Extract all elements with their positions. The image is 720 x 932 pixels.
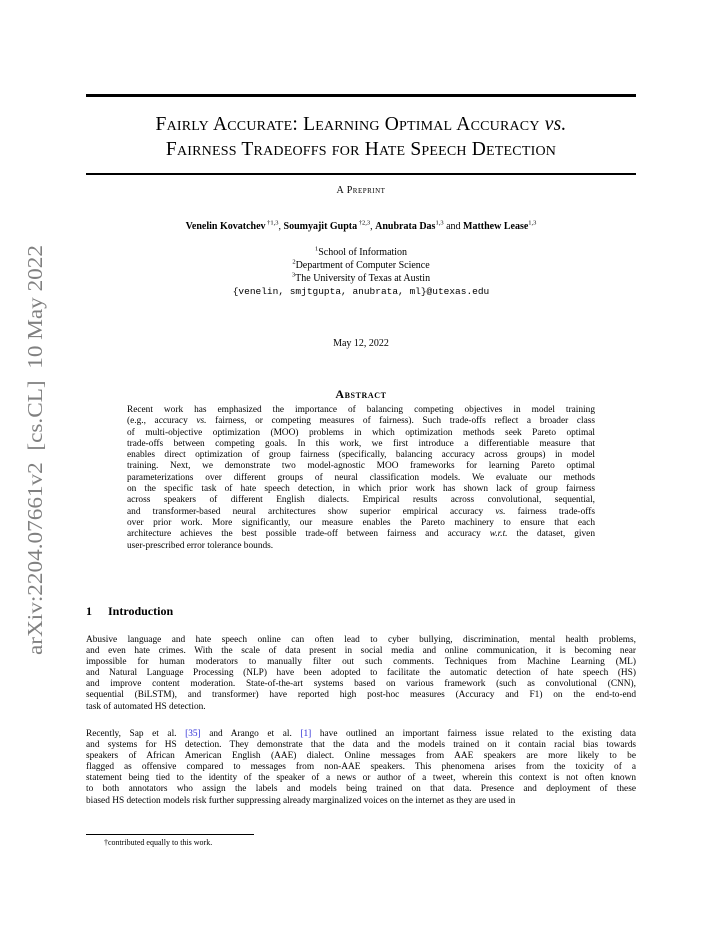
affiliation-1: [86, 246, 636, 259]
paragraph-line: statement being tied to the identity of the speaker of a news or author of a tweet, wherein this context is not often known: [86, 773, 636, 784]
paragraph-line: and Natural Language Processing (NLP) have been adopted to facilitate the automatic detection of hate speech (HS): [86, 668, 636, 679]
arxiv-stamp-text: arXiv:2204.07661v2 [cs.CL] 10 May 2022: [23, 284, 47, 655]
affiliation-mark: 2: [292, 258, 296, 266]
abstract-body: [127, 405, 595, 552]
paragraph-line: of multi-objective optimization (MOO) problems in which optimization methods seek Pareto optimal: [127, 427, 595, 438]
citation-link[interactable]: [1]: [300, 729, 312, 739]
paragraph-line: impossible for human moderators to manually filter out such comments. Techniques from Machine Learning (ML): [86, 657, 636, 668]
paragraph-line: architecture achieves the best possible trade-off between fairness and accuracy w.r.t. the dataset, given: [127, 529, 595, 540]
paragraph-line: (e.g., accuracy vs. fairness, or competing measures of fairness). Such trade-offs reflect a broader class: [127, 416, 595, 427]
paragraph-line: and systems for HS detection. They demonstrate that the data and the models trained on it contain racial bias towards: [86, 740, 636, 751]
author-affiliation-marks: 1,3: [435, 219, 444, 227]
affiliation-name: Department of Computer Science: [295, 260, 430, 271]
paragraph-line: user-prescribed error tolerance bounds.: [127, 540, 274, 551]
citation-link[interactable]: [35]: [185, 729, 201, 739]
italic-term: w.r.t.: [489, 529, 508, 540]
paragraph-line: and transformer-based neural architectures show superior empirical accuracy vs. fairness trade-offs: [127, 506, 595, 517]
title-line-2: Fairness Tradeoffs for Hate Speech Detection: [165, 139, 557, 160]
title-line-1: Fairly Accurate: Learning Optimal Accuracy vs.: [155, 114, 567, 135]
paragraph-line: over prior work. More significantly, our measure enables the Pareto machinery to ensure that each: [127, 517, 595, 528]
paragraph-line: sequential (BiLSTM), and transformer) have reported high post-hoc measures (Accuracy and F1) on the end-to-end: [86, 690, 636, 701]
author-affiliation-marks: †2,3: [357, 219, 371, 227]
paper-date: May 12, 2022: [333, 338, 389, 349]
paragraph-line: flagged as offensive compared to messages from non-AAE speakers. This phenomena arises from the toxicity of a: [86, 762, 636, 773]
abstract-heading: Abstract: [335, 387, 387, 401]
paragraph-line: across speakers of different English dialects. Empirical results across convolutional, sequential,: [127, 495, 595, 506]
author-list: [86, 221, 636, 232]
affiliation-name: The University of Texas at Austin: [295, 273, 431, 284]
author-affiliation-marks: 1,3: [528, 219, 537, 227]
paragraph-line: parameterizations over different groups of neural classification models. We evaluate our methods: [127, 472, 595, 483]
author-emails: {venelin, smjtgupta, anubrata, ml}@utexas.edu: [232, 286, 490, 297]
preprint-label: A Preprint: [336, 185, 386, 196]
author-separator: ,: [370, 221, 376, 232]
footnote: †contributed equally to this work.: [104, 838, 213, 847]
affiliation-name: School of Information: [318, 247, 408, 258]
paragraph-line: on the specific task of hate speech detection, in which prior work has shown lack of group fairness: [127, 484, 595, 495]
paragraph-line: Abusive language and hate speech online can often lead to cyber bullying, discrimination, mental health problems,: [86, 635, 636, 645]
paragraph-line: to both annotators who assign the labels and models being trained on that data. Presence and deployment of these: [86, 784, 636, 795]
footnote-rule: [86, 834, 254, 835]
paragraph-line: task of automated HS detection.: [86, 701, 206, 712]
title-italic-vs: vs.: [544, 114, 567, 135]
author-name: Matthew Lease: [463, 221, 529, 232]
italic-term: vs.: [495, 506, 506, 517]
paragraph-line: enables direct optimization of group fairness (specifically, balancing accuracy across groups) in model: [127, 450, 595, 461]
affiliation-3: [86, 272, 636, 285]
text-run: Recently, Sap et al.: [86, 729, 186, 739]
author-separator: ,: [278, 221, 284, 232]
intro-paragraph-2: [86, 729, 636, 807]
arxiv-stamp: [12, 240, 54, 670]
paragraph-line: Recent work has emphasized the importance of balancing competing objectives in model training: [127, 405, 595, 415]
intro-paragraph-1: [86, 635, 636, 713]
affiliation-mark: 3: [291, 271, 296, 279]
author-affiliation-marks: †1,3: [265, 219, 279, 227]
text-run: have outlined an important fairness issue related to the existing data: [311, 729, 636, 739]
paragraph-line: trade-offs between competing goals. In this work, we first introduce a differentiable measure that: [127, 438, 595, 449]
title-top-rule: [86, 94, 636, 97]
paragraph-line: training. Next, we demonstrate two model-agnostic MOO frameworks for learning Pareto optimal: [127, 461, 595, 472]
title-bottom-rule: [86, 173, 636, 175]
italic-term: vs.: [196, 416, 207, 427]
paragraph-line: [86, 729, 636, 740]
paper-title: [86, 112, 636, 162]
section-heading: [86, 604, 173, 619]
section-number: 1: [86, 604, 92, 618]
paragraph-line: and even hate crimes. With the scale of data present in social media and online communication, it is becoming near: [86, 646, 636, 657]
affiliation-mark: 1: [314, 245, 319, 253]
paragraph-line: speakers of African American English (AAE) dialect. Online messages from AAE speakers are more likely to be: [86, 751, 636, 762]
section-title: Introduction: [108, 604, 174, 618]
author-separator: and: [443, 221, 464, 232]
paragraph-line: and improve content moderation. State-of-the-art systems based on various framework (such as convolutional (CNN),: [86, 679, 636, 690]
affiliation-2: [86, 259, 636, 272]
author-name: Anubrata Das: [375, 221, 436, 232]
paragraph-line: biased HS detection models risk further suppressing already marginalized voices on the internet as they are used in: [86, 795, 516, 806]
author-name: Venelin Kovatchev: [185, 221, 266, 232]
author-name: Soumyajit Gupta: [283, 221, 358, 232]
paragraph-lines: [86, 740, 636, 807]
text-run: and Arango et al.: [200, 729, 301, 739]
